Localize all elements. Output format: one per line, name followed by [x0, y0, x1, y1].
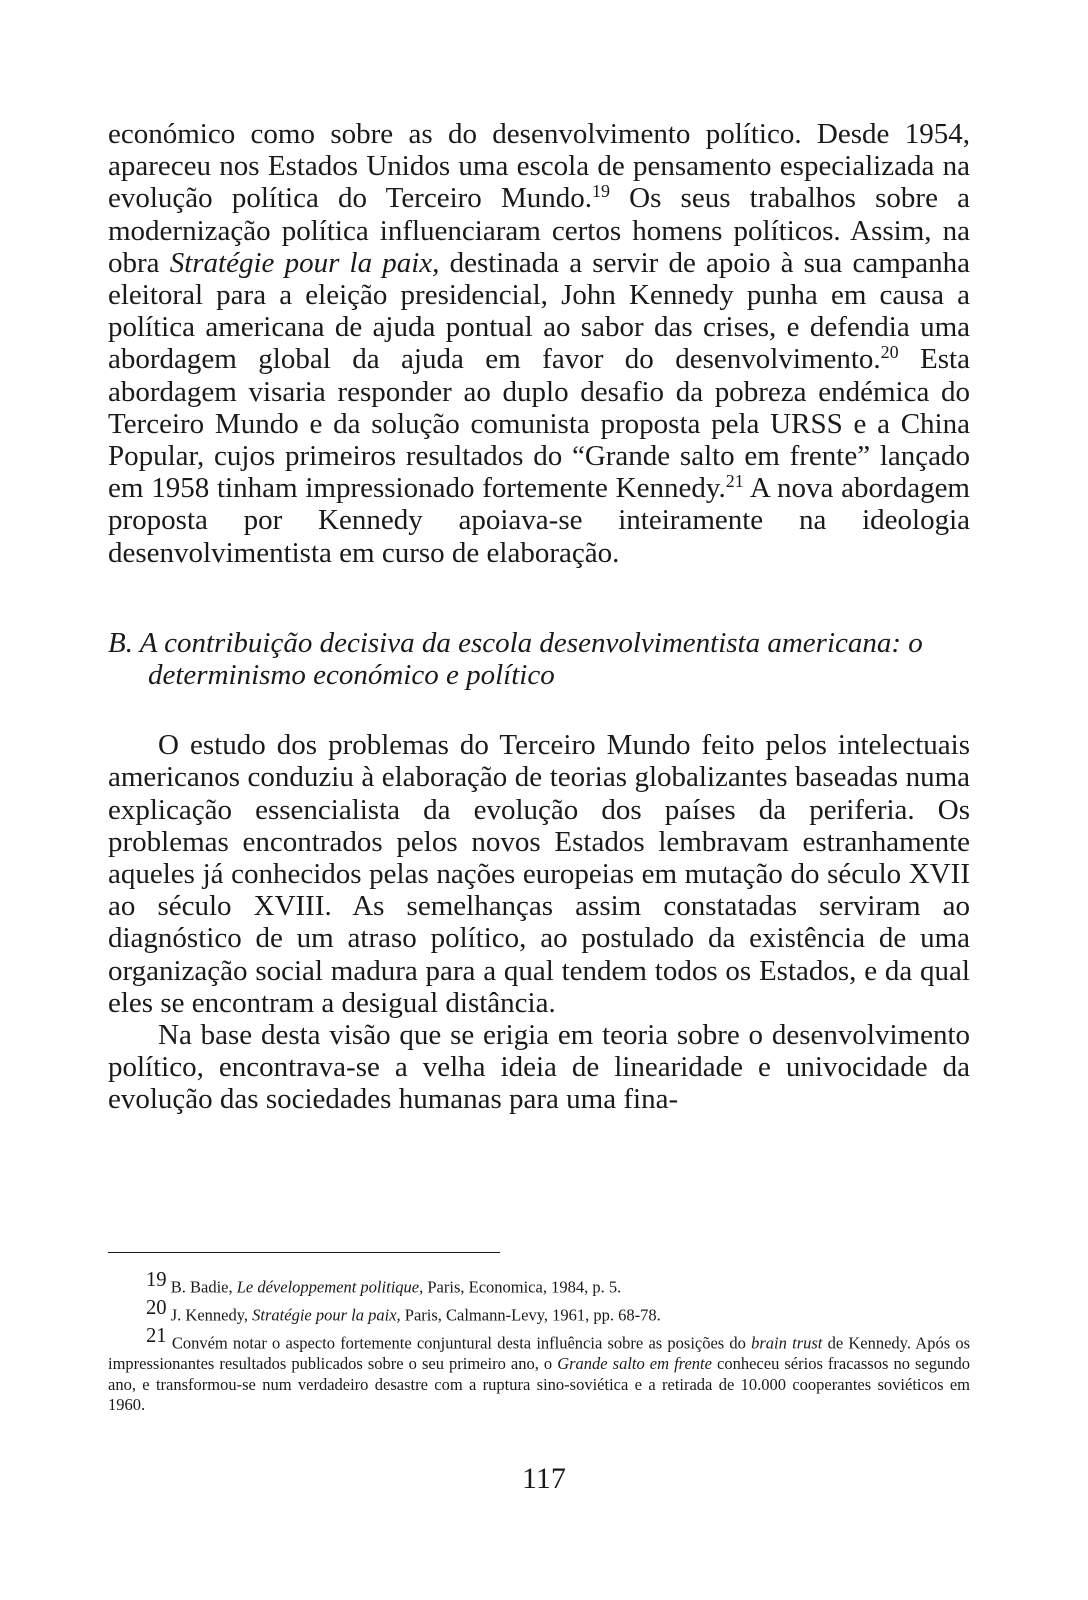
footnote-italic: Stratégie pour la paix,: [252, 1305, 401, 1325]
footnote-text: Paris, Economica, 1984, p. 5.: [423, 1277, 622, 1297]
footnote-text: Convém notar o aspecto fortemente conjuntural desta influência sobre as posições do: [166, 1333, 752, 1353]
paragraph-1-text: económico como sobre as do desenvolvimento político. Desde 1954, apareceu nos Estados Unidos uma escola de pensamento especializada na evolução política do Terceiro Mundo.: [108, 118, 970, 215]
footnote-italic: Le développement politique,: [236, 1277, 424, 1297]
footnote-21: [108, 1326, 970, 1416]
footnote-text: B. Badie,: [166, 1277, 237, 1297]
footnote-text: de Kennedy. Após os impressionantes resultados publicados sobre o seu primeiro ano, o: [108, 1333, 970, 1373]
footnote-divider: [108, 1252, 500, 1253]
footnote-ref-19: 19: [592, 181, 610, 202]
paragraph-2: O estudo dos problemas do Terceiro Mundo feito pelos intelectuais americanos conduziu à elaboração de teorias globalizantes baseadas numa explicação essencialista da evolução dos países da periferia. Os problemas encontrados pelos novos Estados lembravam estranhamente aqueles já conhecidos pelas nações europeias em mutação do século XVII ao século XVIII. As semelhanças assim constatadas serviram ao diagnóstico de um atraso político, ao postulado da existência de uma organização social madura para a qual tendem todos os Estados, e da qual eles se encontram a desigual distância.: [108, 729, 970, 1019]
footnote-ref-21: 21: [725, 471, 744, 492]
book-title-italic: Stratégie pour la paix,: [169, 246, 440, 279]
paragraph-1-text: A nova abordagem proposta por Kennedy apoiava-se inteiramente na ideologia desenvolvimentista em curso de elaboração.: [108, 472, 970, 569]
footnote-italic: brain trust: [751, 1333, 823, 1353]
footnote-text: conheceu sérios fracassos no segundo ano, e transformou-se num verdadeiro desastre com a ruptura sino-soviética e a retirada de 10.000 cooperantes soviéticos em 1960.: [108, 1354, 970, 1414]
footnote-text: J. Kennedy,: [166, 1305, 253, 1325]
footnotes: [108, 1270, 970, 1416]
paragraph-1: [108, 118, 970, 569]
footnote-number: 20: [146, 1297, 167, 1319]
paragraph-3: Na base desta visão que se erigia em teoria sobre o desenvolvimento político, encontrava-se a velha ideia de linearidade e univocidade da evolução das sociedades humanas para uma fina-: [108, 1019, 970, 1116]
section-heading: B. A contribuição decisiva da escola desenvolvimentista americana: o determinismo económico e político: [108, 626, 923, 692]
paragraph-1-text: Os seus trabalhos sobre a modernização política influenciaram certos homens políticos. Assim, na obra: [108, 182, 970, 279]
footnote-italic: Grande salto em frente: [557, 1354, 712, 1373]
footnote-19: [108, 1270, 970, 1298]
footnote-ref-20: 20: [880, 342, 899, 363]
page-number: 117: [522, 1462, 566, 1495]
footnote-20: [108, 1298, 970, 1326]
paragraph-1-text: destinada a servir de apoio à sua campanha eleitoral para a eleição presidencial, John Kennedy punha em causa a política americana de ajuda pontual ao sabor das crises, e defendia uma abordagem global da ajuda em favor do desenvolvimento.: [108, 246, 971, 376]
footnote-number: 19: [146, 1269, 167, 1291]
main-text: [108, 118, 970, 1116]
footnote-text: Paris, Calmann-Levy, 1961, pp. 68-78.: [400, 1305, 661, 1325]
paragraph-1-text: Esta abordagem visaria responder ao duplo desafio da pobreza endémica do Terceiro Mundo e da solução comunista proposta pela URSS e a China Popular, cujos primeiros resultados do “Grande salto em frente” lançado em 1958 tinham impressionado fortemente Kennedy.: [108, 343, 970, 505]
footnote-number: 21: [146, 1325, 167, 1347]
